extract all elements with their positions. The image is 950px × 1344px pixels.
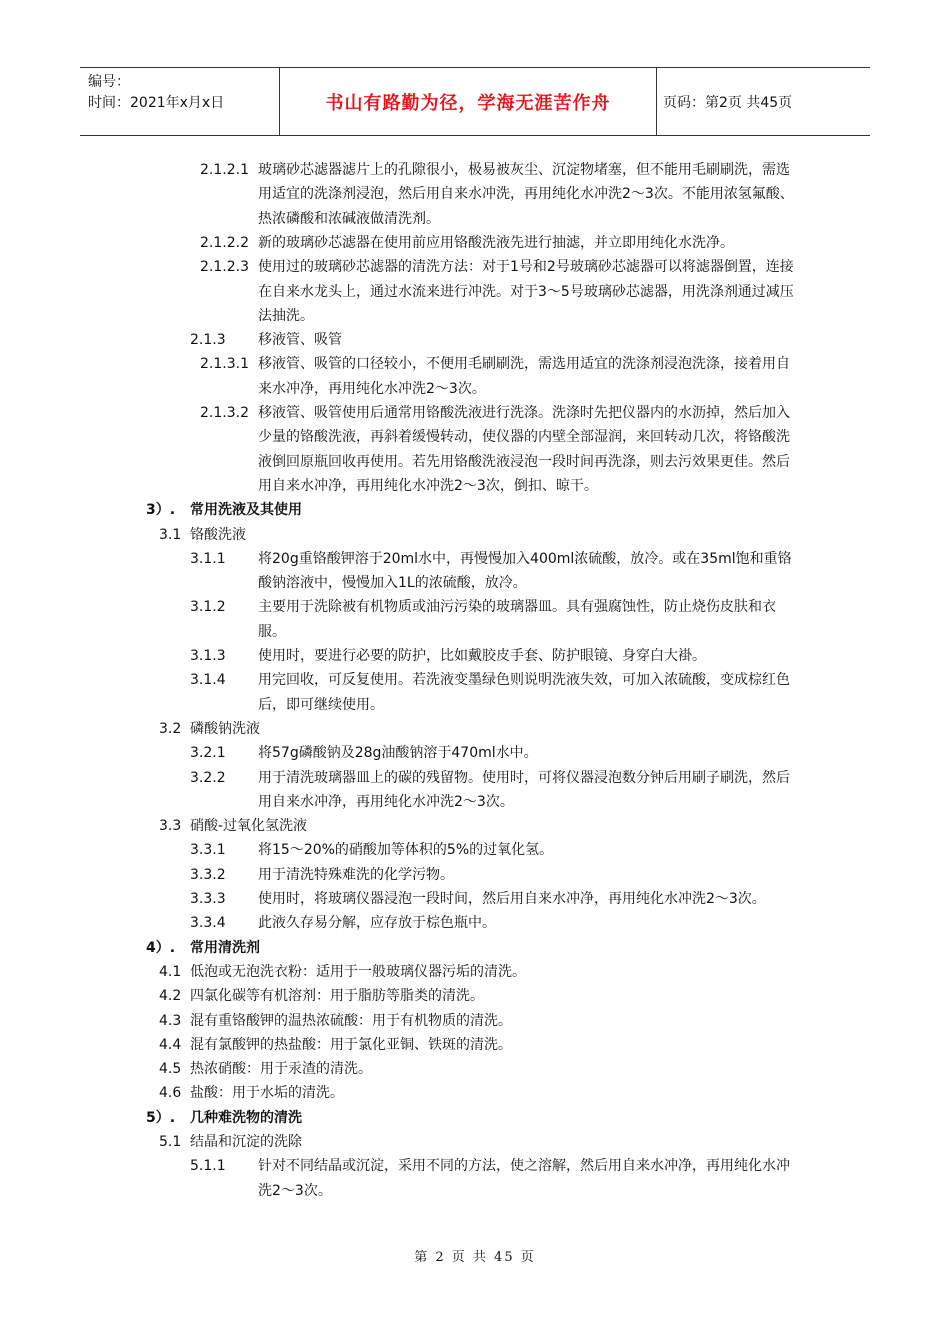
numbered-line — [0, 523, 950, 547]
line-text: 使用时，要进行必要的防护，比如戴胶皮手套、防护眼镜、身穿白大褂。 — [258, 648, 706, 664]
continuation-line — [0, 571, 950, 595]
section-number: 2.1.2.1 — [200, 162, 249, 178]
numbered-line — [0, 231, 950, 255]
section-number: 3.2.2 — [190, 769, 226, 786]
numbered-line — [0, 911, 950, 935]
line-text: 酸钠溶液中，慢慢加入1L的浓硫酸，放冷。 — [258, 575, 527, 592]
line-text: 磷酸钠洗液 — [190, 720, 260, 737]
line-text: 来水冲净，再用纯化水冲洗2～3次。 — [258, 380, 486, 397]
line-text: 混有重铬酸钾的温热浓硫酸：用于有机物质的清洗。 — [190, 1012, 512, 1029]
line-text: 移液管、吸管 — [258, 332, 342, 349]
line-text: 用适宜的洗涤剂浸泡，然后用自来水冲洗，再用纯化水冲洗2～3次。不能用浓氢氟酸、 — [258, 186, 794, 203]
line-text: 移液管、吸管使用后通常用铬酸洗液进行洗涤。洗涤时先把仪器内的水沥掉，然后加入 — [258, 405, 790, 421]
continuation-line — [0, 207, 950, 231]
line-text: 少量的铬酸洗液，再斜着缓慢转动，使仪器的内壁全部湿润，来回转动几次，将铬酸洗 — [258, 429, 790, 446]
section-number: 3.3.3 — [190, 891, 226, 907]
header-page-info: 页码：第2页 共45页 — [663, 94, 793, 111]
line-text: 移液管、吸管的口径较小，不便用毛刷刷洗，需选用适宜的洗涤剂浸泡洗涤，接着用自 — [258, 356, 790, 373]
section-number: 3.3.4 — [190, 915, 226, 932]
line-text: 将20g重铬酸钾溶于20ml水中，再慢慢加入400ml浓硫酸，放冷。或在35ml饱和重铬 — [258, 550, 792, 567]
line-text: 用自来水冲净，再用纯化水冲洗2～3次。 — [258, 793, 514, 810]
numbered-line — [0, 644, 950, 668]
line-text: 新的玻璃砂芯滤器在使用前应用铬酸洗液先进行抽滤，并立即用纯化水洗净。 — [258, 234, 734, 251]
line-text: 热浓硝酸：用于汞渣的清洗。 — [190, 1061, 372, 1078]
section-number: 3.1.2 — [190, 599, 226, 616]
continuation-line — [0, 790, 950, 814]
numbered-line — [0, 1154, 950, 1178]
section-number: 3.3.1 — [190, 842, 226, 859]
numbered-line — [0, 595, 950, 619]
continuation-line — [0, 182, 950, 206]
line-text: 将15～20%的硝酸加等体积的5%的过氧化氢。 — [258, 842, 554, 859]
line-text: 常用清洗剂 — [190, 939, 260, 956]
section-number: 5.1 — [159, 1134, 182, 1150]
line-text: 结晶和沉淀的洗除 — [190, 1134, 302, 1150]
numbered-line — [0, 401, 950, 425]
continuation-line — [0, 620, 950, 644]
line-text: 常用洗液及其使用 — [190, 502, 302, 519]
section-number: 2.1.3.1 — [200, 356, 249, 373]
numbered-line — [0, 1033, 950, 1057]
numbered-line — [0, 960, 950, 984]
line-text: 硝酸-过氧化氢洗液 — [190, 818, 308, 835]
header-meta — [80, 68, 280, 135]
line-text: 针对不同结晶或沉淀，采用不同的方法，使之溶解，然后用自来水冲净，再用纯化水冲 — [258, 1158, 790, 1175]
numbered-line — [0, 984, 950, 1008]
section-number: 3.1.1 — [190, 550, 226, 567]
line-text: 法抽洗。 — [258, 307, 314, 324]
numbered-line — [0, 352, 950, 376]
section-number: 3.1.4 — [190, 672, 226, 689]
numbered-line — [0, 936, 950, 960]
section-number: 3.3.2 — [190, 866, 226, 883]
page-footer: 第 2 页 共 45 页 — [414, 1250, 536, 1265]
continuation-line — [0, 280, 950, 304]
line-text: 几种难洗物的清洗 — [190, 1109, 302, 1126]
section-number: 4.2 — [159, 988, 182, 1005]
line-text: 洗2～3次。 — [258, 1182, 332, 1199]
section-number: 2.1.3 — [190, 332, 226, 349]
continuation-line — [0, 693, 950, 717]
line-text: 后，即可继续使用。 — [258, 696, 384, 713]
line-text: 热浓磷酸和浓碱液做清洗剂。 — [258, 210, 440, 227]
numbered-line — [0, 1009, 950, 1033]
section-number: 4.6 — [159, 1085, 182, 1102]
line-text: 盐酸：用于水垢的清洗。 — [190, 1085, 344, 1102]
line-text: 四氯化碳等有机溶剂：用于脂肪等脂类的清洗。 — [190, 988, 484, 1005]
numbered-line — [0, 255, 950, 279]
numbered-line — [0, 741, 950, 765]
section-number: 4.4 — [159, 1036, 182, 1053]
numbered-line — [0, 158, 950, 182]
document-number-label: 编号： — [88, 74, 130, 90]
line-text: 低泡或无泡洗衣粉：适用于一般玻璃仪器污垢的清洗。 — [190, 963, 526, 980]
line-text: 使用过的玻璃砂芯滤器的清洗方法：对于1号和2号玻璃砂芯滤器可以将滤器倒置，连接 — [258, 259, 794, 276]
numbered-line — [0, 838, 950, 862]
section-number: 3）. — [146, 502, 176, 519]
section-number: 2.1.2.3 — [200, 259, 249, 276]
continuation-line — [0, 450, 950, 474]
line-text: 混有氯酸钾的热盐酸：用于氯化亚铜、铁斑的清洗。 — [190, 1036, 512, 1053]
section-number: 3.2 — [159, 720, 182, 737]
continuation-line — [0, 474, 950, 498]
numbered-line — [0, 1081, 950, 1105]
section-number: 4.3 — [159, 1012, 182, 1029]
line-text: 用于清洗特殊难洗的化学污物。 — [258, 866, 454, 883]
line-text: 用于清洗玻璃器皿上的碳的残留物。使用时，可将仪器浸泡数分钟后用刷子刷洗，然后 — [258, 769, 790, 786]
line-text: 用完回收，可反复使用。若洗液变墨绿色则说明洗液失效，可加入浓硫酸，变成棕红色 — [258, 672, 790, 689]
line-text: 液倒回原瓶回收再使用。若先用铬酸洗液浸泡一段时间再洗涤，则去污效果更佳。然后 — [258, 453, 790, 470]
section-number: 2.1.2.2 — [200, 234, 249, 251]
section-number: 4）. — [146, 939, 176, 956]
line-text: 此液久存易分解，应存放于棕色瓶中。 — [258, 915, 496, 932]
line-text: 将57g磷酸钠及28g油酸钠溶于470ml水中。 — [258, 745, 538, 762]
section-number: 3.1.3 — [190, 648, 226, 664]
numbered-line — [0, 1057, 950, 1081]
numbered-line — [0, 498, 950, 522]
numbered-line — [0, 814, 950, 838]
continuation-line — [0, 304, 950, 328]
line-text: 用自来水冲净，再用纯化水冲洗2～3次，倒扣、晾干。 — [258, 477, 598, 494]
section-number: 2.1.3.2 — [200, 405, 249, 421]
continuation-line — [0, 425, 950, 449]
line-text: 玻璃砂芯滤器滤片上的孔隙很小，极易被灰尘、沉淀物堵塞，但不能用毛刷刷洗，需选 — [258, 162, 790, 178]
header-motto: 书山有路勤为径，学海无涯苦作舟 — [280, 68, 657, 135]
numbered-line — [0, 668, 950, 692]
section-number: 3.2.1 — [190, 745, 226, 762]
line-text: 服。 — [258, 623, 286, 640]
numbered-line — [0, 887, 950, 911]
continuation-line — [0, 377, 950, 401]
line-text: 使用时，将玻璃仪器浸泡一段时间，然后用自来水冲净，再用纯化水冲洗2～3次。 — [258, 891, 766, 907]
numbered-line — [0, 766, 950, 790]
numbered-line — [0, 328, 950, 352]
section-number: 4.1 — [159, 963, 182, 980]
section-number: 4.5 — [159, 1061, 182, 1078]
line-text: 在自来水龙头上，通过水流来进行冲洗。对于3～5号玻璃砂芯滤器，用洗涤剂通过减压 — [258, 283, 794, 300]
continuation-line — [0, 1179, 950, 1203]
section-number: 3.1 — [159, 526, 182, 543]
numbered-line — [0, 547, 950, 571]
section-number: 3.3 — [159, 818, 182, 835]
numbered-line — [0, 863, 950, 887]
numbered-line — [0, 1106, 950, 1130]
page-header — [80, 67, 870, 136]
line-text: 主要用于洗除被有机物质或油污污染的玻璃器皿。具有强腐蚀性，防止烧伤皮肤和衣 — [258, 599, 776, 616]
section-number: 5）. — [146, 1109, 176, 1126]
document-time-label: 时间：2021年x月x日 — [88, 95, 225, 111]
numbered-line — [0, 1130, 950, 1154]
section-number: 5.1.1 — [190, 1158, 226, 1175]
numbered-line — [0, 717, 950, 741]
line-text: 铬酸洗液 — [190, 526, 246, 543]
